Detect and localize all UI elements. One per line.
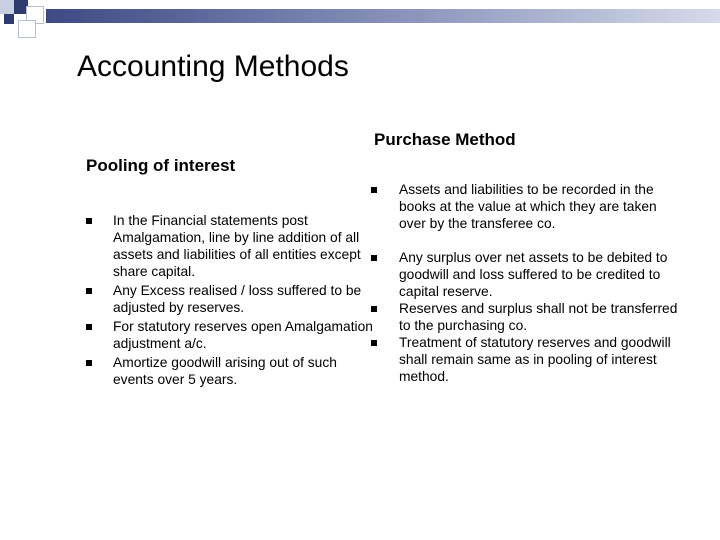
list-item — [399, 300, 685, 334]
square-bullet-icon — [86, 288, 92, 294]
header-gradient-bar — [46, 9, 720, 23]
list-item-text: Treatment of statutory reserves and goodwill shall remain same as in pooling of interest method. — [399, 335, 671, 384]
list-item-text: Assets and liabilities to be recorded in the books at the value at which they are taken over by the transferee co. — [399, 182, 657, 231]
header-square-light — [0, 0, 14, 14]
header-square-small-dark — [4, 14, 14, 24]
list-item — [399, 249, 685, 300]
list-item-text: Reserves and surplus shall not be transferred to the purchasing co. — [399, 301, 678, 333]
pooling-of-interest-heading: Pooling of interest — [86, 156, 236, 175]
square-bullet-icon — [86, 360, 92, 366]
square-bullet-icon — [371, 187, 377, 193]
list-item-text: In the Financial statements post Amalgamation, line by line addition of all assets and liabilities of all entities except share capital. — [113, 213, 361, 279]
slide-title: Accounting Methods — [77, 50, 349, 83]
list-item — [113, 354, 381, 388]
purchase-method-heading: Purchase Method — [374, 130, 516, 149]
list-item — [399, 181, 685, 232]
list-item-text: Any Excess realised / loss suffered to be adjusted by reserves. — [113, 283, 362, 315]
list-item-text: Any surplus over net assets to be debited to goodwill and loss suffered to be credited to capital reserve. — [399, 250, 668, 299]
square-bullet-icon — [86, 218, 92, 224]
list-item-text: For statutory reserves open Amalgamation adjustment a/c. — [113, 319, 373, 351]
header-square-outline-lower — [18, 20, 36, 38]
list-item — [113, 318, 381, 352]
square-bullet-icon — [371, 255, 377, 261]
pooling-points-list — [113, 212, 381, 390]
list-item — [113, 212, 381, 280]
square-bullet-icon — [371, 306, 377, 312]
square-bullet-icon — [371, 340, 377, 346]
list-item — [399, 334, 685, 385]
purchase-points-list — [399, 181, 685, 385]
list-item — [113, 282, 381, 316]
square-bullet-icon — [86, 324, 92, 330]
list-item-text: Amortize goodwill arising out of such events over 5 years. — [113, 355, 337, 387]
